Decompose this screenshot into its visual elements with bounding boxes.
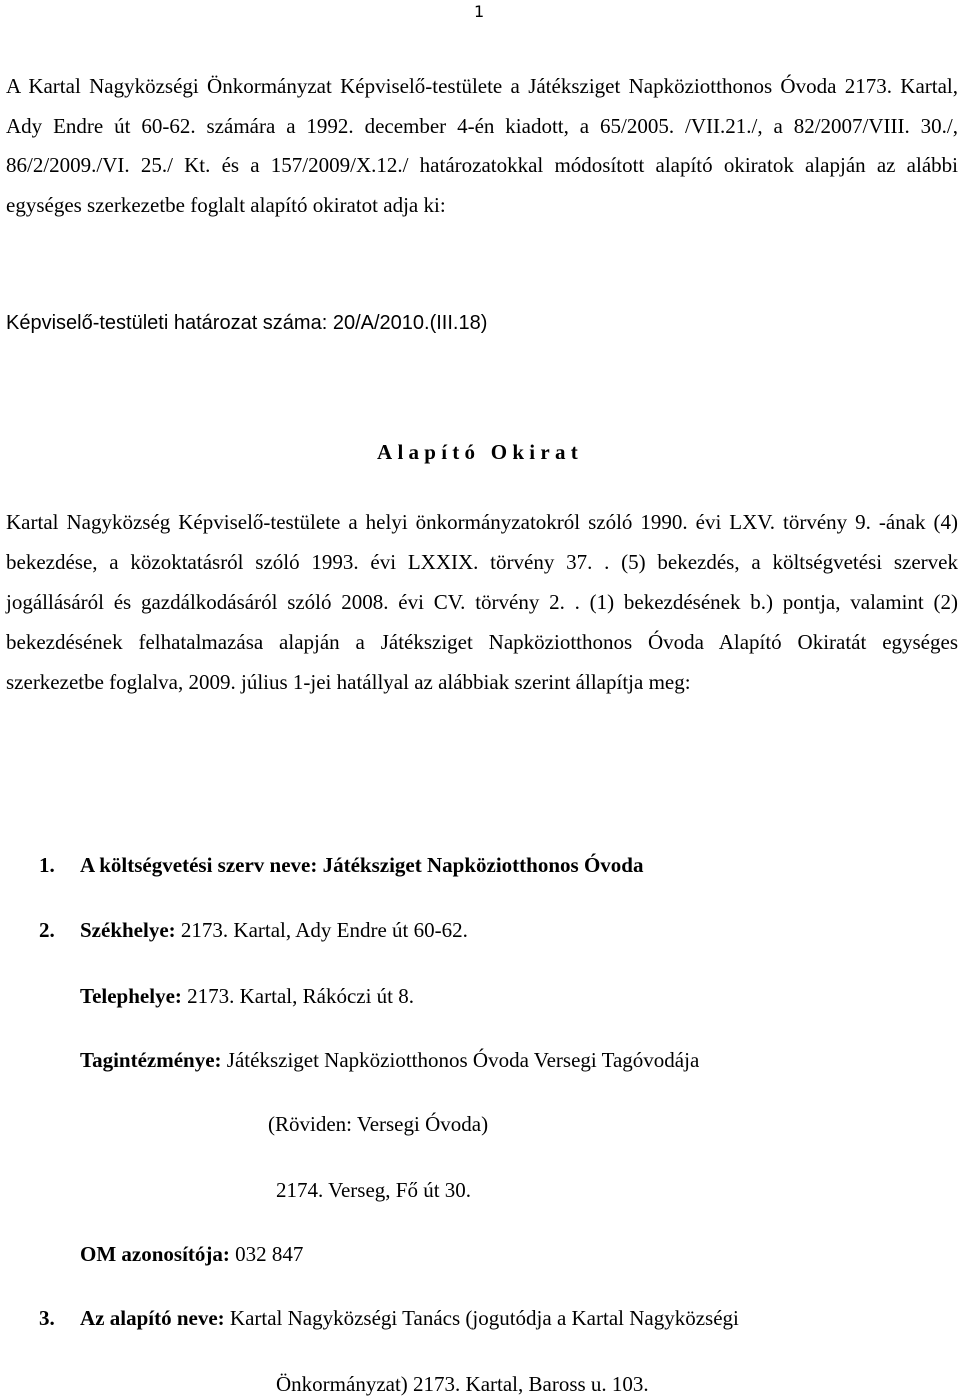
member-institution-row [80, 1046, 699, 1074]
document-title: Alapító Okirat [377, 440, 583, 464]
member-institution-value: Játéksziget Napköziotthonos Óvoda Versegi Tagóvodája [226, 1048, 700, 1072]
resolution-reference: Képviselő-testületi határozat száma: 20/A/2010.(III.18) [6, 312, 488, 334]
founder-value: Kartal Nagyközségi Tanács (jogutódja a Kartal Nagyközségi [229, 1306, 739, 1330]
seat-value: 2173. Kartal, Ady Endre út 60-62. [180, 918, 468, 942]
item-1-row [80, 851, 643, 879]
om-id-value: 032 847 [235, 1242, 304, 1266]
page-number: 1 [474, 2, 485, 21]
om-id-row [80, 1240, 303, 1268]
site-value: 2173. Kartal, Rákóczi út 8. [187, 984, 414, 1008]
item-1-label: A költségvetési szerv neve: [80, 853, 318, 877]
member-institution-address: 2174. Verseg, Fő út 30. [276, 1178, 472, 1202]
site-row [80, 982, 414, 1010]
preamble-paragraph: Kartal Nagyközség Képviselő-testülete a helyi önkormányzatokról szóló 1990. évi LXV. törvény 9. -ának (4) bekezdése, a közoktatásról szóló 1993. évi LXXIX. törvény 37. . (5) bekezdés, a költségvetési szervek jogállásáról és gazdálkodásáról szóló 2008. évi CV. törvény 2. . (1) bekezdésének b.) pontja, valamint (2) bekezdésének felhatalmazása alapján a Játéksziget Napköziotthonos Óvoda Alapító Okiratát egységes szerkezetbe foglalva, 2009. július 1-jei hatállyal az alábbiak szerint állapítja meg: [6, 510, 958, 694]
site-label: Telephelye: [80, 984, 182, 1008]
intro-paragraph: A Kartal Nagyközségi Önkormányzat Képviselő-testülete a Játéksziget Napköziotthonos Óvoda 2173. Kartal, Ady Endre út 60-62. számára a 1992. december 4-én kiadott, a 65/2005. /VII.21./, a 82/2007/VIII. 30./, 86/2/2009./VI. 25./ Kt. és a 157/2009/X.12./ határozatokkal módosított alapító okiratok alapján az alábbi egységes szerkezetbe foglalt alapító okiratot adja ki: [6, 74, 958, 217]
om-id-label: OM azonosítója: [80, 1242, 230, 1266]
member-institution-short-name: (Röviden: Versegi Óvoda) [268, 1112, 489, 1136]
member-institution-label: Tagintézménye: [80, 1048, 222, 1072]
seat-label: Székhelye: [80, 918, 176, 942]
item-2-number: 2. [39, 918, 55, 942]
item-3-row [80, 1304, 739, 1332]
item-1-value: Játéksziget Napköziotthonos Óvoda [322, 853, 644, 877]
founder-continuation: Önkormányzat) 2173. Kartal, Baross u. 103. [276, 1372, 649, 1396]
item-3-number: 3. [39, 1306, 55, 1330]
item-1-number: 1. [39, 853, 55, 877]
founder-label: Az alapító neve: [80, 1306, 225, 1330]
item-2-row [80, 916, 468, 944]
